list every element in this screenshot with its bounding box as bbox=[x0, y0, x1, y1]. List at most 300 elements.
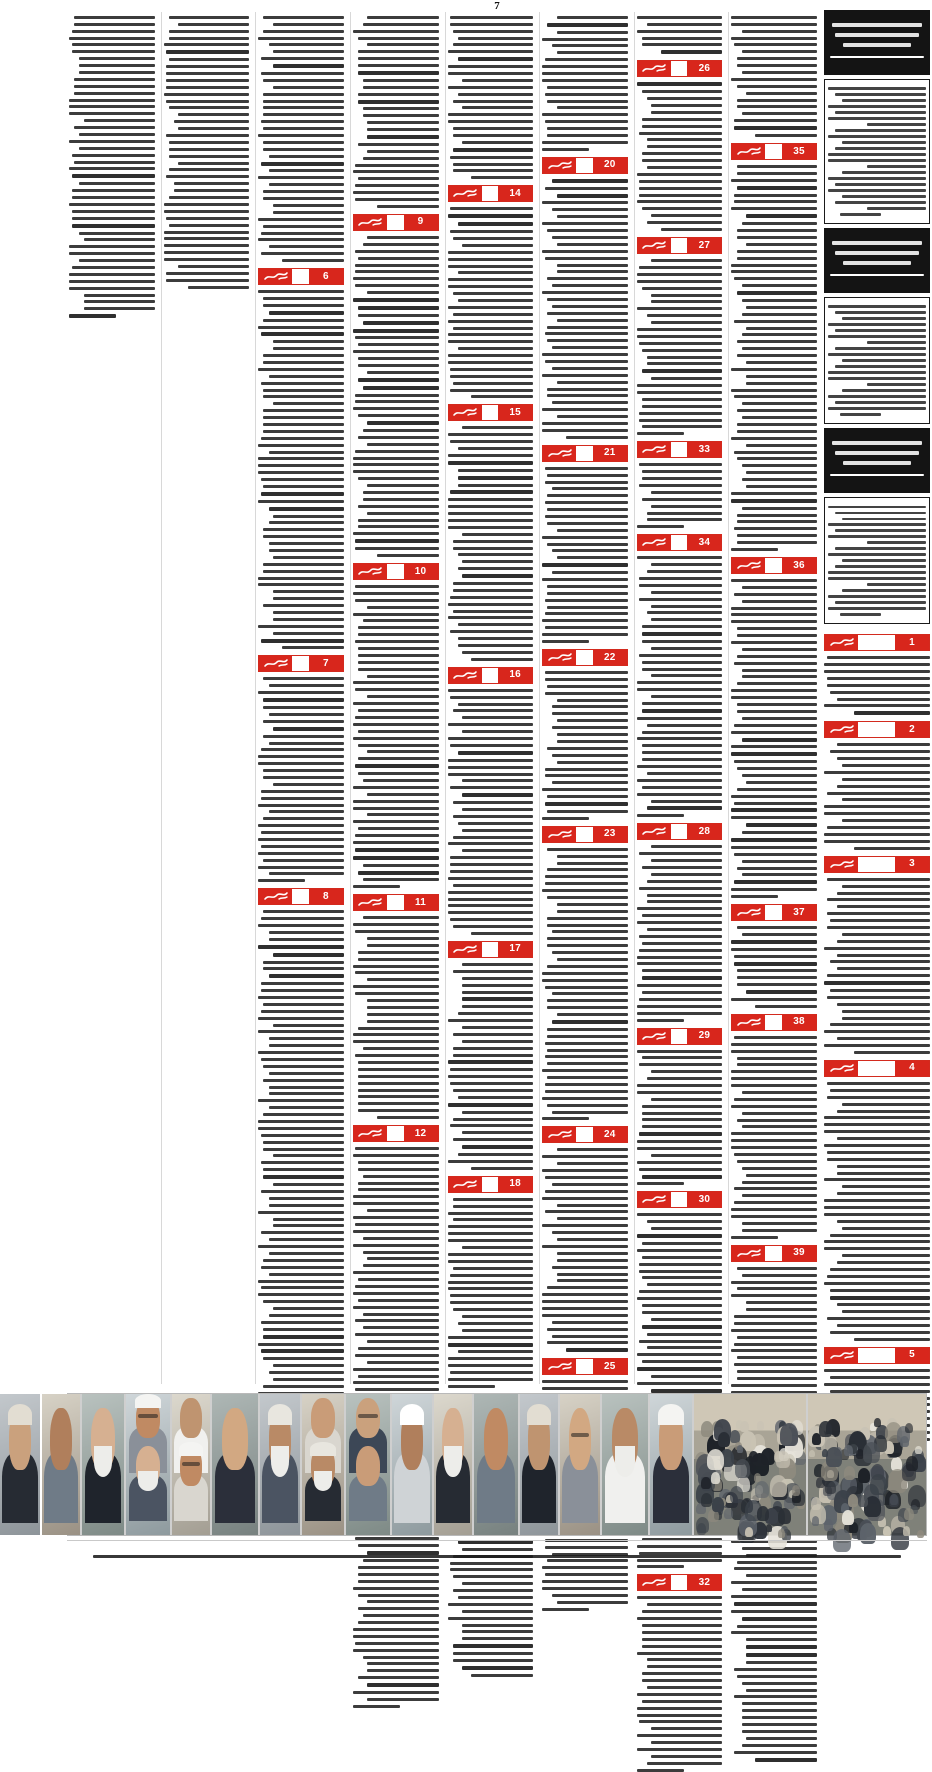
notice-header-line bbox=[843, 461, 912, 465]
continuation-tag-icon bbox=[259, 269, 292, 284]
continuation-tag-icon bbox=[638, 61, 671, 76]
story-number-badge[interactable] bbox=[542, 1126, 628, 1143]
article-text-block bbox=[731, 1036, 817, 1239]
story-number-badge[interactable] bbox=[542, 649, 628, 666]
crowd-figure bbox=[701, 1477, 710, 1489]
badge-headline-slot bbox=[482, 1177, 499, 1192]
article-text-block bbox=[353, 1147, 439, 1434]
sidebar-continuation-column bbox=[824, 628, 930, 1451]
photo-portrait bbox=[392, 1394, 432, 1535]
crowd-figure bbox=[811, 1497, 821, 1509]
story-number-badge[interactable] bbox=[637, 1191, 723, 1208]
photo-group-gathering bbox=[694, 1394, 806, 1535]
story-number: 6 bbox=[309, 269, 343, 284]
notice-body-line bbox=[842, 141, 926, 144]
crowd-figure bbox=[761, 1448, 775, 1465]
article-text-block bbox=[637, 556, 723, 817]
story-number: 33 bbox=[687, 442, 721, 457]
crowd-figure bbox=[848, 1494, 858, 1507]
notice-body-line bbox=[867, 541, 926, 544]
article-text-block bbox=[731, 926, 817, 1008]
story-number: 35 bbox=[782, 144, 816, 159]
notice-body-line bbox=[835, 601, 926, 604]
article-column-col-1 bbox=[728, 12, 819, 1384]
story-number: 10 bbox=[404, 564, 438, 579]
badge-headline-slot bbox=[765, 1246, 782, 1261]
notice-header-text bbox=[876, 64, 877, 65]
crowd-figure bbox=[755, 1481, 769, 1498]
story-number-badge[interactable] bbox=[448, 404, 534, 421]
badge-headline-slot bbox=[671, 1575, 688, 1590]
article-text-block bbox=[542, 671, 628, 820]
continuation-tag-icon bbox=[825, 857, 858, 872]
portrait-cap bbox=[310, 1442, 336, 1456]
story-number-badge[interactable] bbox=[637, 60, 723, 77]
court-notice-header-1 bbox=[824, 10, 930, 75]
crowd-figure bbox=[905, 1423, 913, 1433]
story-number-badge[interactable] bbox=[448, 1176, 534, 1193]
notice-header-line bbox=[835, 33, 919, 37]
story-number: 2 bbox=[895, 722, 929, 737]
article-text-block bbox=[637, 1050, 723, 1186]
story-number: 39 bbox=[782, 1246, 816, 1261]
notice-body-line bbox=[835, 329, 926, 332]
notice-header-text bbox=[876, 482, 877, 483]
article-text-block bbox=[542, 179, 628, 439]
notice-body-line bbox=[842, 99, 926, 102]
article-text-block bbox=[353, 236, 439, 557]
continuation-tag-icon bbox=[259, 656, 292, 671]
badge-headline-slot bbox=[671, 238, 688, 253]
badge-headline-slot bbox=[858, 1348, 895, 1363]
notice-body-line bbox=[835, 512, 926, 515]
article-text-block bbox=[824, 1082, 930, 1341]
portrait-head bbox=[311, 1398, 335, 1438]
article-column-col-8 bbox=[67, 12, 157, 1384]
notice-body-line bbox=[828, 153, 926, 156]
article-text-block bbox=[258, 910, 344, 1422]
story-number-badge[interactable] bbox=[637, 237, 723, 254]
crowd-figure bbox=[816, 1477, 825, 1488]
crowd-figure bbox=[825, 1481, 836, 1495]
crowd-figure bbox=[812, 1516, 819, 1525]
article-text-block bbox=[731, 579, 817, 898]
crowd-figure bbox=[737, 1445, 744, 1453]
badge-headline-slot bbox=[765, 905, 782, 920]
photo-portrait bbox=[650, 1394, 692, 1535]
continuation-tag-icon bbox=[449, 405, 482, 420]
article-text-block bbox=[353, 16, 439, 208]
continuation-tag-icon bbox=[825, 1348, 858, 1363]
continuation-tag-icon bbox=[259, 889, 292, 904]
crowd-figure bbox=[844, 1445, 852, 1456]
portrait-glasses bbox=[182, 1462, 200, 1466]
portrait-head bbox=[180, 1398, 201, 1438]
crowd-figure bbox=[749, 1451, 758, 1462]
continuation-tag-icon bbox=[449, 668, 482, 683]
crowd-figure bbox=[736, 1420, 743, 1429]
article-text-block bbox=[731, 165, 817, 551]
photo-caption bbox=[67, 1540, 927, 1566]
story-number: 28 bbox=[687, 824, 721, 839]
story-number-badge[interactable] bbox=[824, 856, 930, 873]
notice-body-line bbox=[828, 159, 926, 162]
court-notice-header-3 bbox=[824, 428, 930, 493]
story-number-badge[interactable] bbox=[448, 667, 534, 684]
story-number-badge[interactable] bbox=[353, 214, 439, 231]
crowd-figure bbox=[778, 1508, 791, 1525]
crowd-figure bbox=[870, 1474, 887, 1495]
crowd-figure bbox=[718, 1432, 730, 1447]
story-number-badge[interactable] bbox=[824, 1060, 930, 1077]
story-number: 4 bbox=[895, 1061, 929, 1076]
story-number-badge[interactable] bbox=[353, 1125, 439, 1142]
badge-headline-slot bbox=[671, 824, 688, 839]
notice-body-line bbox=[835, 93, 926, 96]
notice-body-line bbox=[835, 401, 926, 404]
article-column-col-2 bbox=[634, 12, 725, 1588]
story-number: 32 bbox=[687, 1575, 721, 1590]
article-column-col-3 bbox=[539, 12, 630, 1384]
badge-headline-slot bbox=[387, 1126, 404, 1141]
notice-header-rule bbox=[830, 56, 924, 58]
story-number: 34 bbox=[687, 535, 721, 550]
notice-body-line bbox=[842, 518, 926, 521]
crowd-figure bbox=[915, 1446, 921, 1454]
court-notice-body-2 bbox=[824, 297, 930, 424]
notice-body-line bbox=[842, 589, 926, 592]
portrait-cap bbox=[8, 1404, 32, 1425]
right-sidebar bbox=[824, 10, 930, 1385]
crowd-figure bbox=[745, 1527, 753, 1537]
story-number: 11 bbox=[404, 895, 438, 910]
notice-body-line bbox=[828, 607, 926, 610]
photo-group-gathering bbox=[808, 1394, 926, 1535]
crowd-figure bbox=[883, 1526, 891, 1536]
story-number: 29 bbox=[687, 1029, 721, 1044]
portrait-glasses bbox=[138, 1414, 159, 1418]
story-number: 26 bbox=[687, 61, 721, 76]
story-number-badge[interactable] bbox=[637, 534, 723, 551]
story-number-badge[interactable] bbox=[542, 826, 628, 843]
notice-body-line bbox=[828, 135, 926, 138]
story-number: 1 bbox=[895, 635, 929, 650]
notice-body-line bbox=[828, 335, 926, 338]
continuation-tag-icon bbox=[638, 238, 671, 253]
article-text-block bbox=[448, 689, 534, 935]
article-text-block bbox=[448, 207, 534, 398]
crowd-figure bbox=[766, 1524, 772, 1532]
article-text-block bbox=[637, 845, 723, 1021]
notice-body-line bbox=[840, 413, 881, 416]
portrait-head bbox=[356, 1446, 381, 1486]
photo-portrait bbox=[474, 1394, 518, 1535]
notice-header-line bbox=[835, 251, 919, 255]
notice-body-line bbox=[828, 506, 926, 509]
article-column-col-6 bbox=[255, 12, 346, 1384]
story-number-badge[interactable] bbox=[353, 563, 439, 580]
badge-headline-slot bbox=[576, 827, 593, 842]
portrait-head bbox=[484, 1408, 509, 1470]
story-number-badge[interactable] bbox=[824, 1347, 930, 1364]
portrait-cap bbox=[527, 1404, 550, 1425]
continuation-tag-icon bbox=[543, 446, 576, 461]
badge-headline-slot bbox=[671, 442, 688, 457]
notice-body-line bbox=[828, 105, 926, 108]
article-text-block bbox=[637, 82, 723, 231]
continuation-tag-icon bbox=[638, 1029, 671, 1044]
continuation-tag-icon bbox=[732, 558, 765, 573]
badge-headline-slot bbox=[576, 650, 593, 665]
story-number-badge[interactable] bbox=[637, 1574, 723, 1591]
photo-portrait bbox=[434, 1394, 472, 1535]
notice-body-line bbox=[842, 559, 926, 562]
notice-body-line bbox=[828, 395, 926, 398]
badge-headline-slot bbox=[858, 722, 895, 737]
newspaper-page bbox=[62, 0, 932, 1588]
crowd-figure bbox=[711, 1472, 720, 1484]
notice-body-line bbox=[835, 347, 926, 350]
notice-body-line bbox=[828, 377, 926, 380]
crowd-figure bbox=[778, 1529, 785, 1538]
article-text-block bbox=[542, 1148, 628, 1352]
notice-body-line bbox=[828, 407, 926, 410]
story-number-badge[interactable] bbox=[637, 823, 723, 840]
story-number: 23 bbox=[593, 827, 627, 842]
crowd-figure bbox=[917, 1530, 924, 1539]
continuation-tag-icon bbox=[543, 650, 576, 665]
story-number-badge[interactable] bbox=[258, 268, 344, 285]
crowd-figure bbox=[696, 1517, 709, 1533]
crowd-figure bbox=[858, 1468, 870, 1483]
story-number: 12 bbox=[404, 1126, 438, 1141]
story-number-badge[interactable] bbox=[353, 894, 439, 911]
crowd-figure bbox=[844, 1466, 855, 1480]
portrait-cap bbox=[658, 1404, 684, 1425]
story-number-badge[interactable] bbox=[542, 157, 628, 174]
badge-headline-slot bbox=[387, 215, 404, 230]
badge-headline-slot bbox=[858, 1061, 895, 1076]
article-columns-area bbox=[67, 12, 819, 1588]
story-number: 25 bbox=[593, 1359, 627, 1374]
continuation-tag-icon bbox=[449, 186, 482, 201]
portrait-beard bbox=[444, 1446, 461, 1477]
notice-header-line bbox=[843, 261, 912, 265]
story-number-badge[interactable] bbox=[448, 185, 534, 202]
story-number-badge[interactable] bbox=[731, 1014, 817, 1031]
continuation-tag-icon bbox=[543, 1359, 576, 1374]
notice-body-line bbox=[828, 353, 926, 356]
badge-headline-slot bbox=[576, 1127, 593, 1142]
badge-headline-slot bbox=[671, 1192, 688, 1207]
story-number-badge[interactable] bbox=[637, 441, 723, 458]
crowd-figure bbox=[824, 1519, 833, 1531]
story-number-badge[interactable] bbox=[731, 904, 817, 921]
story-number: 30 bbox=[687, 1192, 721, 1207]
court-notice-body-3 bbox=[824, 497, 930, 624]
notice-body-line bbox=[867, 123, 926, 126]
notice-body-line bbox=[828, 189, 926, 192]
story-number-badge[interactable] bbox=[542, 1358, 628, 1375]
article-text-block bbox=[542, 16, 628, 151]
crowd-figure bbox=[903, 1526, 910, 1535]
photo-portrait bbox=[302, 1394, 344, 1535]
photo-portrait bbox=[602, 1394, 648, 1535]
story-number-badge[interactable] bbox=[258, 888, 344, 905]
notice-header-text bbox=[876, 64, 877, 65]
story-number-badge[interactable] bbox=[637, 1028, 723, 1045]
continuation-tag-icon bbox=[449, 1177, 482, 1192]
story-number-badge[interactable] bbox=[542, 445, 628, 462]
continuation-tag-icon bbox=[638, 1192, 671, 1207]
article-text-block bbox=[448, 426, 534, 660]
notice-body-line bbox=[840, 613, 881, 616]
notice-header-line bbox=[832, 241, 922, 245]
article-text-block bbox=[448, 963, 534, 1170]
continuation-tag-icon bbox=[543, 827, 576, 842]
continuation-tag-icon bbox=[732, 905, 765, 920]
portrait-cap bbox=[179, 1442, 202, 1456]
crowd-figure bbox=[904, 1508, 914, 1520]
badge-headline-slot bbox=[292, 656, 309, 671]
continuation-tag-icon bbox=[354, 895, 387, 910]
badge-headline-slot bbox=[292, 889, 309, 904]
crowd-figure bbox=[809, 1450, 815, 1458]
badge-headline-slot bbox=[387, 895, 404, 910]
story-number: 8 bbox=[309, 889, 343, 904]
portrait-glasses bbox=[571, 1433, 590, 1437]
portrait-cap bbox=[400, 1404, 424, 1425]
story-number: 14 bbox=[498, 186, 532, 201]
photo-portrait bbox=[520, 1394, 558, 1535]
badge-headline-slot bbox=[576, 1359, 593, 1374]
continuation-tag-icon bbox=[732, 1246, 765, 1261]
crowd-figure bbox=[730, 1430, 740, 1442]
story-number: 24 bbox=[593, 1127, 627, 1142]
notice-body-line bbox=[867, 207, 926, 210]
crowd-figure bbox=[842, 1510, 854, 1526]
portrait-head bbox=[356, 1398, 381, 1438]
badge-headline-slot bbox=[765, 558, 782, 573]
article-text-block bbox=[69, 16, 155, 318]
notice-body-line bbox=[867, 341, 926, 344]
notice-header-text bbox=[876, 282, 877, 283]
portrait-beard bbox=[138, 1471, 158, 1491]
continuation-tag-icon bbox=[638, 1575, 671, 1590]
photo-portrait bbox=[0, 1394, 40, 1535]
badge-headline-slot bbox=[482, 186, 499, 201]
photo-portrait bbox=[82, 1394, 124, 1535]
article-text-block bbox=[353, 585, 439, 888]
story-number-badge[interactable] bbox=[731, 1245, 817, 1262]
badge-headline-slot bbox=[292, 269, 309, 284]
continuation-tag-icon bbox=[638, 442, 671, 457]
notice-header-text bbox=[876, 282, 877, 283]
photo-portrait bbox=[42, 1394, 80, 1535]
photo-portrait bbox=[560, 1394, 600, 1535]
article-text-block bbox=[637, 16, 723, 54]
crowd-figure bbox=[780, 1423, 798, 1446]
crowd-figure bbox=[757, 1506, 769, 1521]
notice-body-line bbox=[867, 583, 926, 586]
continuation-tag-icon bbox=[449, 942, 482, 957]
article-text-block bbox=[824, 743, 930, 849]
notice-body-line bbox=[828, 177, 926, 180]
article-column-col-7 bbox=[161, 12, 252, 1384]
notice-body-line bbox=[867, 165, 926, 168]
notice-body-line bbox=[840, 213, 881, 216]
crowd-figure bbox=[906, 1456, 917, 1470]
notice-body-line bbox=[842, 195, 926, 198]
crowd-figure bbox=[712, 1497, 724, 1512]
story-number: 3 bbox=[895, 857, 929, 872]
continuation-tag-icon bbox=[543, 158, 576, 173]
crowd-figure bbox=[776, 1451, 790, 1468]
article-text-block bbox=[258, 16, 344, 262]
notice-body-line bbox=[828, 305, 926, 308]
story-number: 27 bbox=[687, 238, 721, 253]
portrait-cap bbox=[135, 1394, 162, 1408]
article-column-col-4 bbox=[445, 12, 536, 1384]
photo-portrait bbox=[346, 1394, 390, 1535]
notice-body-line bbox=[835, 311, 926, 314]
crowd-figure bbox=[819, 1421, 831, 1436]
continuation-tag-icon bbox=[543, 1127, 576, 1142]
notice-body-line bbox=[835, 201, 926, 204]
continuation-tag-icon bbox=[732, 144, 765, 159]
notice-header-line bbox=[843, 43, 912, 47]
notice-header-rule bbox=[830, 474, 924, 476]
notice-body-line bbox=[867, 383, 926, 386]
story-number: 9 bbox=[404, 215, 438, 230]
article-text-block bbox=[542, 467, 628, 643]
badge-headline-slot bbox=[858, 635, 895, 650]
story-number: 5 bbox=[895, 1348, 929, 1363]
story-number-badge[interactable] bbox=[258, 655, 344, 672]
story-number: 16 bbox=[498, 668, 532, 683]
crowd-figure bbox=[858, 1495, 868, 1508]
story-number-badge[interactable] bbox=[731, 557, 817, 574]
badge-headline-slot bbox=[858, 857, 895, 872]
story-number-badge[interactable] bbox=[731, 143, 817, 160]
crowd-figure bbox=[724, 1508, 733, 1519]
crowd-figure bbox=[874, 1418, 881, 1426]
portrait-glasses bbox=[358, 1414, 379, 1418]
portrait-head bbox=[222, 1408, 248, 1470]
badge-headline-slot bbox=[671, 61, 688, 76]
notice-body-line bbox=[828, 595, 926, 598]
article-text-block bbox=[353, 916, 439, 1119]
story-number-badge[interactable] bbox=[824, 721, 930, 738]
photo-strip bbox=[67, 1393, 927, 1536]
badge-headline-slot bbox=[671, 535, 688, 550]
crowd-figure bbox=[889, 1494, 899, 1507]
article-text-block bbox=[824, 878, 930, 1054]
notice-header-line bbox=[832, 441, 922, 445]
story-number-badge[interactable] bbox=[824, 634, 930, 651]
crowd-figure bbox=[757, 1421, 765, 1430]
article-text-block bbox=[258, 677, 344, 882]
story-number-badge[interactable] bbox=[448, 941, 534, 958]
notice-body-line bbox=[835, 365, 926, 368]
crowd-figure bbox=[792, 1485, 800, 1495]
court-notice-header-2 bbox=[824, 228, 930, 293]
notice-body-line bbox=[835, 565, 926, 568]
article-text-block bbox=[448, 1198, 534, 1388]
story-number: 17 bbox=[498, 942, 532, 957]
notice-body-line bbox=[828, 323, 926, 326]
story-number: 18 bbox=[498, 1177, 532, 1192]
